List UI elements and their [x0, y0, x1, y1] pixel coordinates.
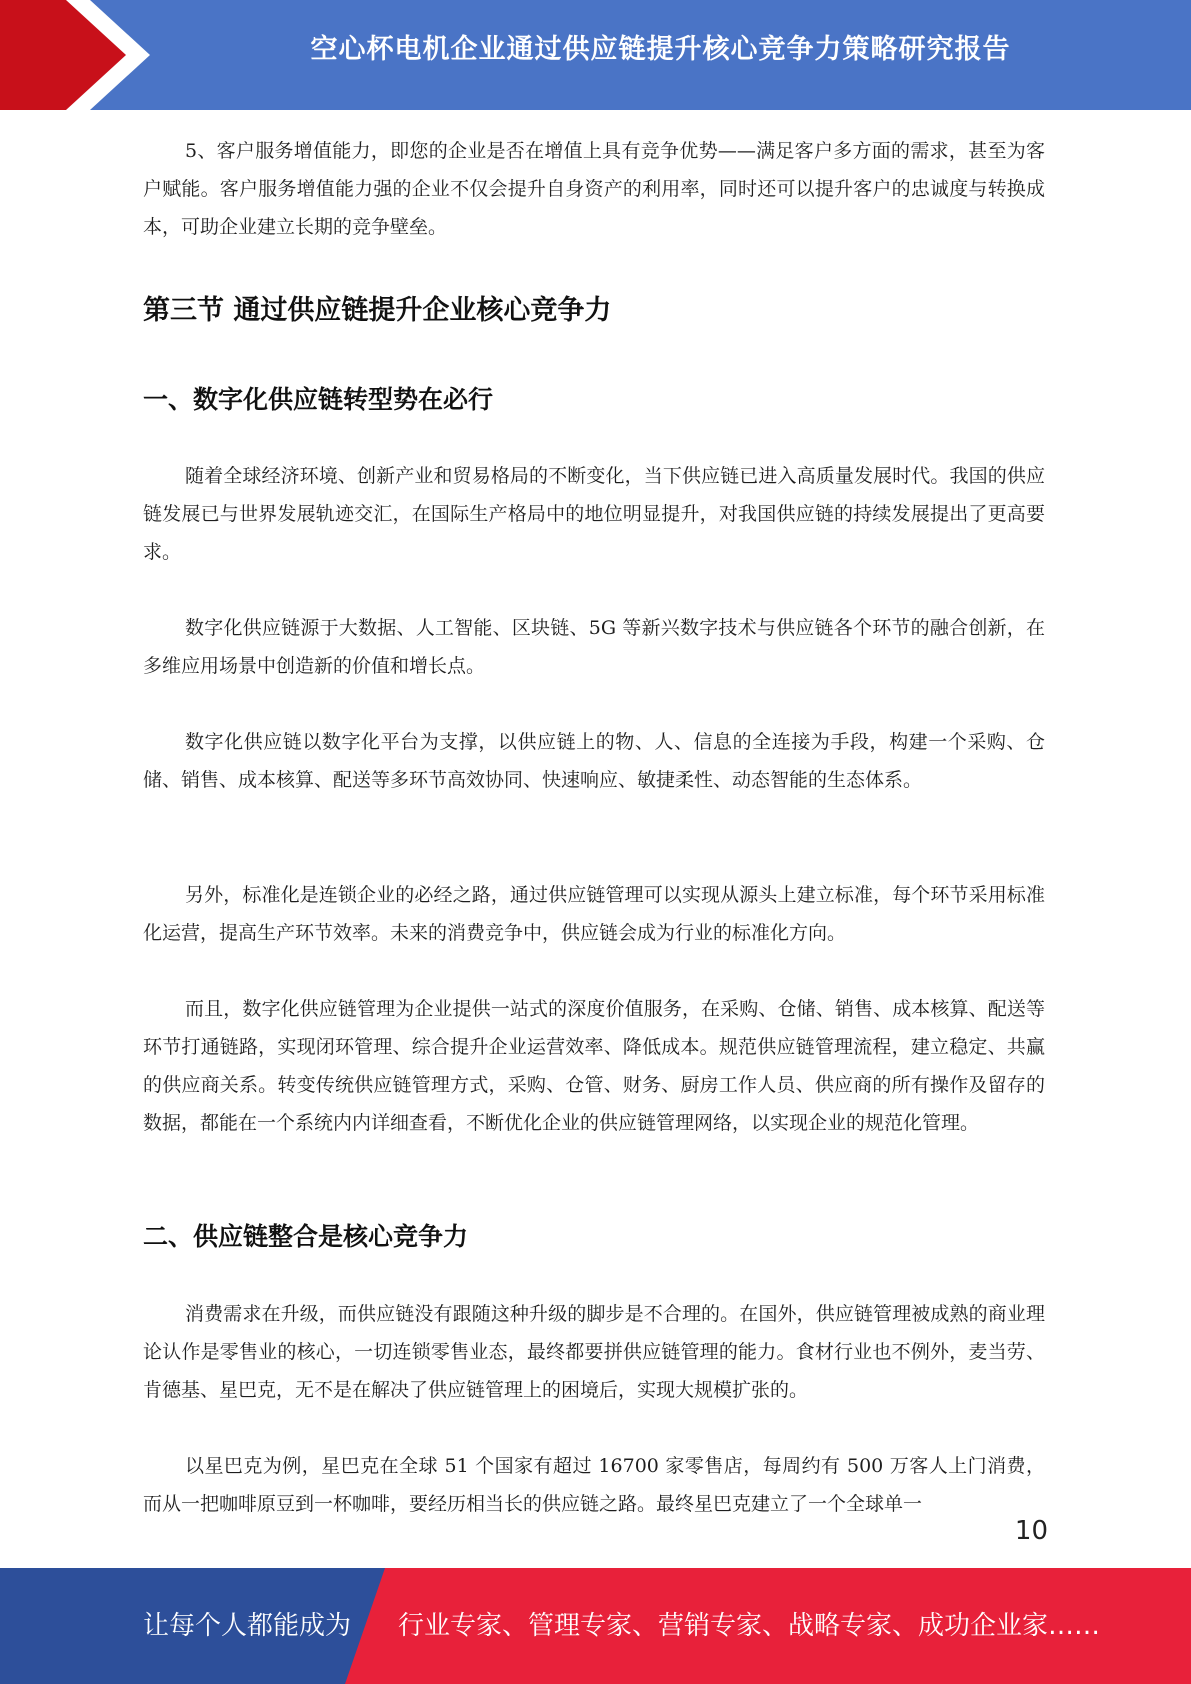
paragraph-digital-platform: 数字化供应链以数字化平台为支撑，以供应链上的物、人、信息的全连接为手段，构建一个采购、仓储、销售、成本核算、配送等多环节高效协同、快速响应、敏捷柔性、动态智能的生态体系。: [143, 731, 1045, 791]
page-header: [0, 0, 1191, 110]
paragraph-starbucks: 以星巴克为例，星巴克在全球 51 个国家有超过 16700 家零售店，每周约有 500 万客人上门消费，而从一把咖啡原豆到一杯咖啡，要经历相当长的供应链之路。最终星巴克建立了一个全球单一: [143, 1455, 1045, 1515]
paragraph-customer-service: 5、客户服务增值能力，即您的企业是否在增值上具有竞争优势——满足客户多方面的需求，甚至为客户赋能。客户服务增值能力强的企业不仅会提升自身资产的利用率，同时还可以提升客户的忠诚度与转换成本，可助企业建立长期的竞争壁垒。: [143, 140, 1045, 238]
subsection-heading-digital: 一、数字化供应链转型势在必行: [143, 385, 494, 414]
paragraph-one-stop-service: 而且，数字化供应链管理为企业提供一站式的深度价值服务，在采购、仓储、销售、成本核算、配送等环节打通链路，实现闭环管理、综合提升企业运营效率、降低成本。规范供应链管理流程，建立稳定、共赢的供应商关系。转变传统供应链管理方式，采购、仓管、财务、厨房工作人员、供应商的所有操作及留存的数据，都能在一个系统内内详细查看，不断优化企业的供应链管理网络，以实现企业的规范化管理。: [143, 998, 1045, 1134]
subsection-heading-integration: 二、供应链整合是核心竞争力: [143, 1222, 469, 1251]
section-heading: 第三节 通过供应链提升企业核心竞争力: [143, 295, 612, 326]
paragraph-digital-origin: 数字化供应链源于大数据、人工智能、区块链、5G 等新兴数字技术与供应链各个环节的融合创新，在多维应用场景中创造新的价值和增长点。: [143, 617, 1045, 677]
page-number: 10: [1014, 1516, 1048, 1546]
footer-slogan-left: 让每个人都能成为: [143, 1611, 352, 1641]
header-chevron-decoration: [0, 0, 160, 110]
report-title: 空心杯电机企业通过供应链提升核心竞争力策略研究报告: [310, 34, 1011, 65]
paragraph-standardization: 另外，标准化是连锁企业的必经之路，通过供应链管理可以实现从源头上建立标准，每个环节采用标准化运营，提高生产环节效率。未来的消费竞争中，供应链会成为行业的标准化方向。: [143, 884, 1045, 944]
footer-slogan-right: 行业专家、管理专家、营销专家、战略专家、成功企业家……: [398, 1611, 1101, 1641]
page-footer: [0, 1568, 1191, 1684]
paragraph-global-economy: 随着全球经济环境、创新产业和贸易格局的不断变化，当下供应链已进入高质量发展时代。我国的供应链发展已与世界发展轨迹交汇，在国际生产格局中的地位明显提升，对我国供应链的持续发展提出了更高要求。: [143, 465, 1045, 563]
paragraph-consumer-demand: 消费需求在升级，而供应链没有跟随这种升级的脚步是不合理的。在国外，供应链管理被成熟的商业理论认作是零售业的核心，一切连锁零售业态，最终都要拼供应链管理的能力。食材行业也不例外，麦当劳、肯德基、星巴克，无不是在解决了供应链管理上的困境后，实现大规模扩张的。: [143, 1303, 1045, 1401]
